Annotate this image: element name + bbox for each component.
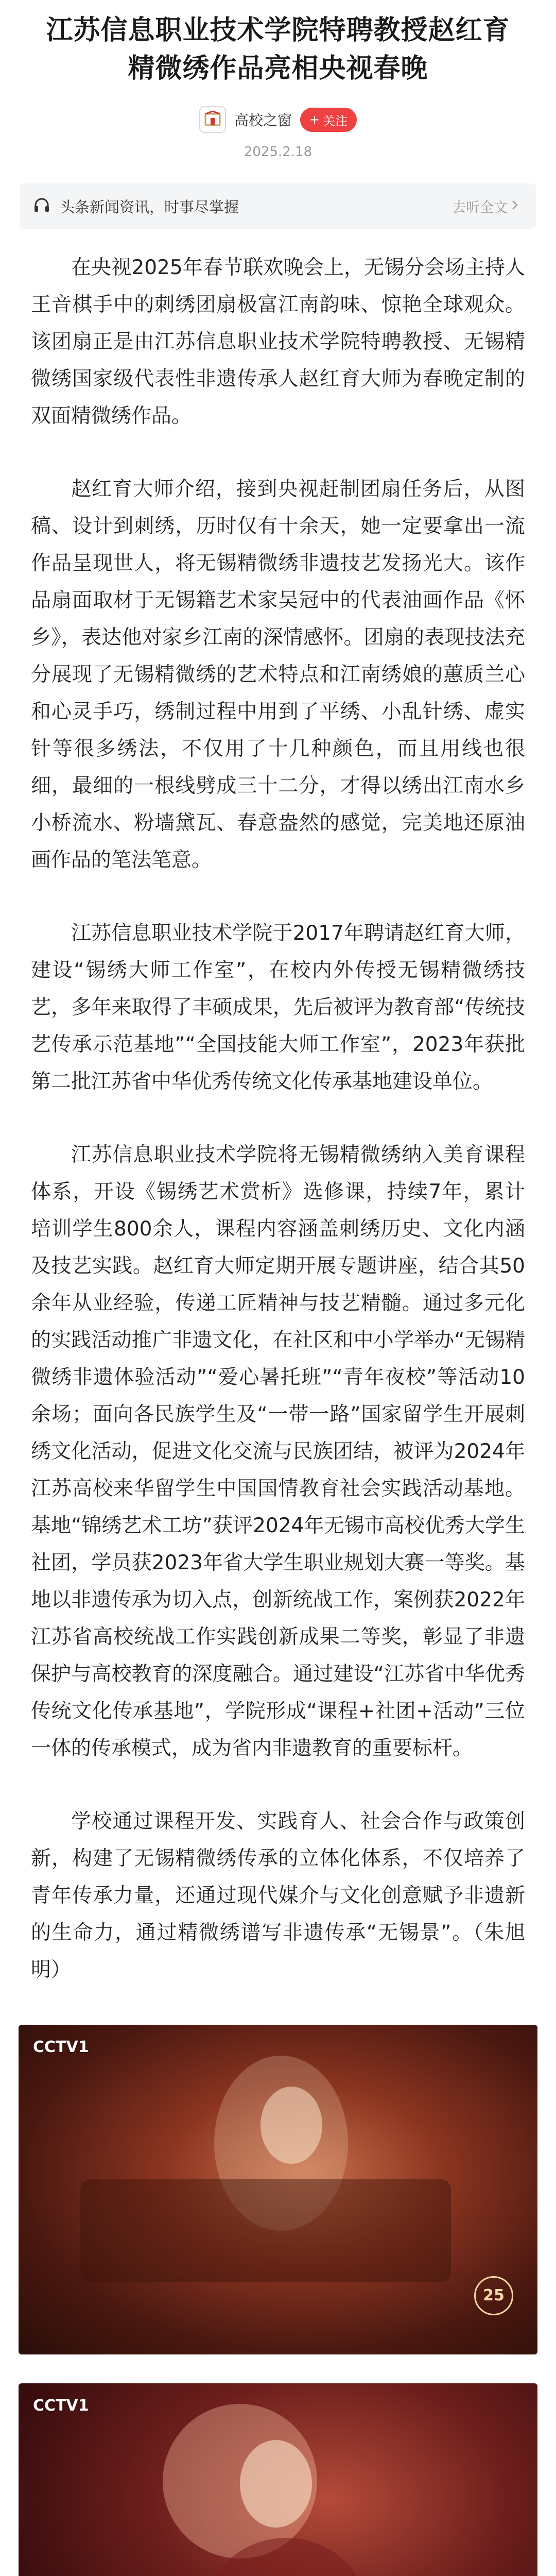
author-name[interactable]: 高校之窗 bbox=[234, 112, 292, 129]
author-row bbox=[0, 106, 556, 133]
listen-full-link[interactable] bbox=[452, 196, 519, 216]
article-image[interactable] bbox=[19, 2025, 537, 2354]
follow-label: 关注 bbox=[323, 113, 348, 128]
publish-date: 2025.2.18 bbox=[244, 144, 312, 160]
paragraph: 江苏信息职业技术学院将无锡精微绣纳入美育课程体系，开设《锡绣艺术赏析》选修课，持续7年，累计培训学生800余人，课程内容涵盖刺绣历史、文化内涵及技艺实践。赵红育大师定期开展专题讲座，结合其50余年从业经验，传递工匠精神与技艺精髓。通过多元化的实践活动推广非遗文化，在社区和中小学举办“无锡精微绣非遗体验活动”“爱心暑托班”“青年夜校”等活动10余场；面向各民族学生及“一带一路”国家留学生开展刺绣文化活动，促进文化交流与民族团结，被评为2024年江苏高校来华留学生中国国情教育社会实践活动基地。基地“锦绣艺术工坊”获评2024年无锡市高校优秀大学生社团，学员获2023年省大学生职业规划大赛一等奖。基地以非遗传承为切入点，创新统战工作，案例获2022年江苏省高校统战工作实践创新成果二等奖，彰显了非遗保护与高校教育的深度融合。通过建设“江苏省中华优秀传统文化传承基地”，学院形成“课程+社团+活动”三位一体的传承模式，成为省内非遗教育的重要标杆。 bbox=[31, 1143, 525, 1760]
banner-text: 头条新闻资讯，时事尽掌握 bbox=[60, 198, 239, 216]
paragraph: 赵红育大师介绍，接到央视赶制团扇任务后，从图稿、设计到刺绣，历时仅有十余天，她一定要拿出一流作品呈现世人，将无锡精微绣非遗技艺发扬光大。该作品扇面取材于无锡籍艺术家吴冠中的代表油画作品《怀乡》，表达他对家乡江南的深情感怀。团扇的表现技法充分展现了无锡精微绣的艺术特点和江南绣娘的蕙质兰心和心灵手巧，绣制过程中用到了平绣、小乱针绣、虚实针等很多绣法，不仅用了十几种颜色，而且用线也很细，最细的一根线劈成三十二分，才得以绣出江南水乡小桥流水、粉墙黛瓦、春意盎然的感觉，完美地还原油画作品的笔法笔意。 bbox=[31, 478, 525, 872]
article-body bbox=[0, 229, 556, 1989]
paragraph: 江苏信息职业技术学院于2017年聘请赵红育大师，建设“锡绣大师工作室”，在校内外传授无锡精微绣技艺，多年来取得了丰硕成果，先后被评为教育部“传统技艺传承示范基地”“全国技能大师工作室”，2023年获批第二批江苏省中华优秀传统文化传承基地建设单位。 bbox=[31, 922, 525, 1093]
chevron-right-icon bbox=[511, 198, 519, 214]
headphones-icon bbox=[33, 196, 50, 216]
cctv-logo-icon bbox=[33, 2397, 89, 2415]
listen-banner[interactable] bbox=[20, 183, 536, 229]
plus-icon: + bbox=[309, 112, 320, 127]
image-logo-text: CCTV1 bbox=[33, 2397, 89, 2415]
paragraph: 学校通过课程开发、实践育人、社会合作与政策创新，构建了无锡精微绣传承的立体化体系，不仅培养了青年传承力量，还通过现代媒介与文化创意赋予非遗新的生命力，通过精微绣谱写非遗传承“无锡景”。（朱旭明） bbox=[31, 1810, 525, 1981]
article-image[interactable] bbox=[19, 2383, 537, 2576]
listen-full-label: 去听全文 bbox=[452, 199, 508, 216]
cctv-logo-icon bbox=[33, 2038, 89, 2056]
article-title: 江苏信息职业技术学院特聘教授赵红育精微绣作品亮相央视春晚 bbox=[46, 15, 510, 84]
follow-button[interactable] bbox=[300, 108, 357, 132]
gala-badge-icon: 25 bbox=[471, 2276, 517, 2318]
paragraph: 在央视2025年春节联欢晚会上，无锡分会场主持人王音棋手中的刺绣团扇极富江南韵味、惊艳全球观众。该团扇正是由江苏信息职业技术学院特聘教授、无锡精微绣国家级代表性非遗传承人赵红育大师为春晚定制的双面精微绣作品。 bbox=[31, 256, 525, 428]
author-logo-icon[interactable] bbox=[199, 106, 226, 133]
image-logo-text: CCTV1 bbox=[33, 2038, 89, 2056]
